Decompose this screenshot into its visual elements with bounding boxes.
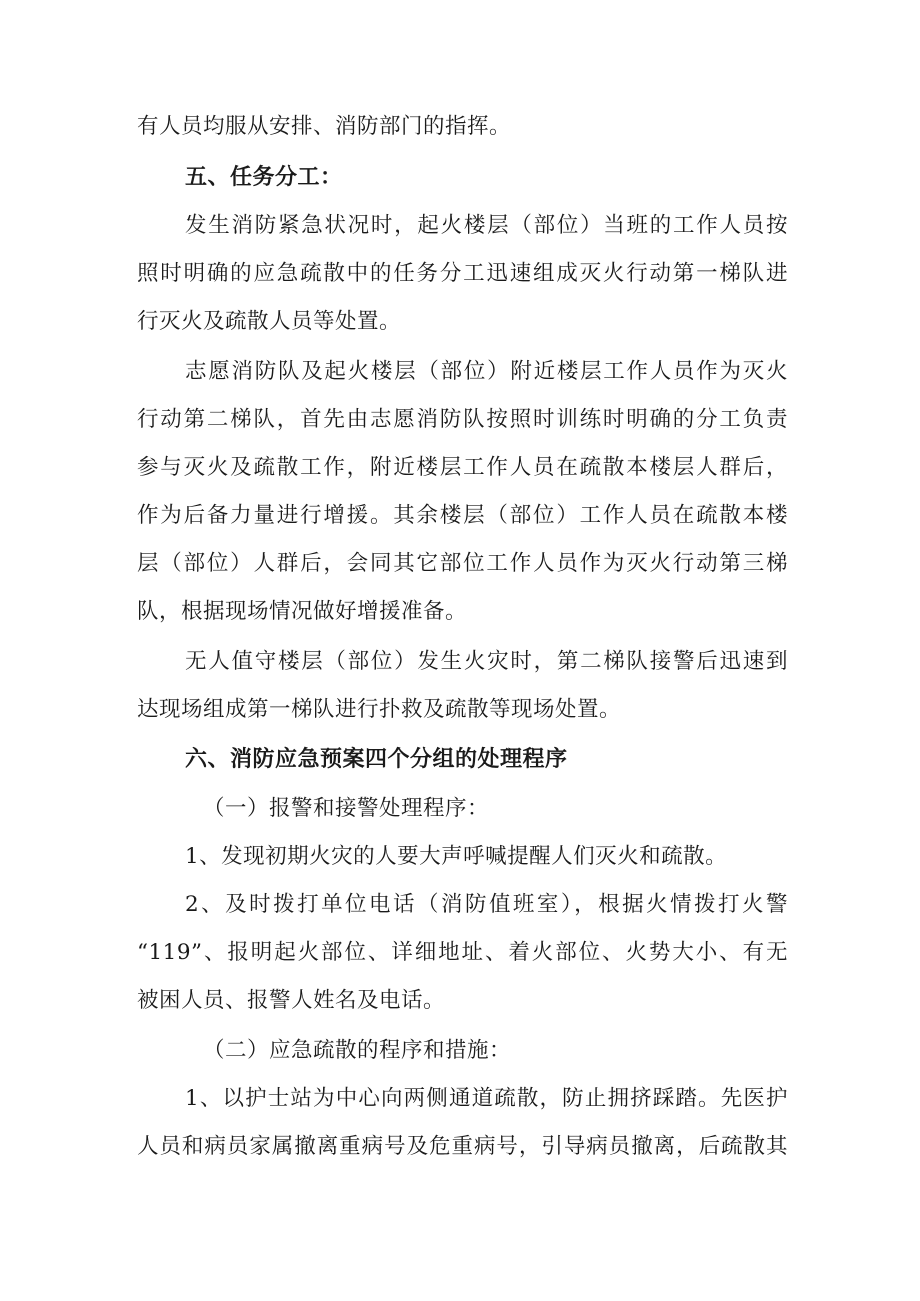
paragraph-line: 参与灭火及疏散工作，附近楼层工作人员在疏散本楼层人群后， <box>137 455 788 480</box>
paragraph-line: 照时明确的应急疏散中的任务分工迅速组成灭火行动第一梯队进 <box>137 261 788 286</box>
paragraph-line: 无人值守楼层（部位）发生火灾时，第二梯队接警后迅速到 <box>185 649 788 674</box>
section-heading-procedures: 六、消防应急预案四个分组的处理程序 <box>185 747 568 772</box>
list-item: 1、以护士站为中心向两侧通道疏散，防止拥挤踩踏。先医护 <box>185 1086 788 1111</box>
subheading-alarm-procedure: （一）报警和接警处理程序： <box>203 796 490 821</box>
paragraph-line: 行灭火及疏散人员等处置。 <box>137 309 402 334</box>
paragraph-line: 有人员均服从安排、消防部门的指挥。 <box>137 114 512 139</box>
subheading-evacuation-procedure: （二）应急疏散的程序和措施： <box>203 1038 512 1063</box>
paragraph-line: 被困人员、报警人姓名及电话。 <box>137 988 446 1013</box>
section-heading-task-division: 五、任务分工： <box>185 165 343 190</box>
paragraph-line: 人员和病员家属撤离重病号及危重病号，引导病员撤离，后疏散其 <box>137 1134 788 1159</box>
paragraph-line: “119”、报明起火部位、详细地址、着火部位、火势大小、有无 <box>137 940 788 965</box>
paragraph-line: 志愿消防队及起火楼层（部位）附近楼层工作人员作为灭火 <box>185 359 788 384</box>
paragraph-line: 发生消防紧急状况时，起火楼层（部位）当班的工作人员按 <box>185 213 788 238</box>
paragraph-line: 作为后备力量进行增援。其余楼层（部位）工作人员在疏散本楼 <box>137 503 788 528</box>
paragraph-line: 队，根据现场情况做好增援准备。 <box>137 599 468 624</box>
list-item: 1、发现初期火灾的人要大声呼喊提醒人们灭火和疏散。 <box>185 844 728 869</box>
paragraph-line: 行动第二梯队，首先由志愿消防队按照时训练时明确的分工负责 <box>137 407 788 432</box>
paragraph-line: 达现场组成第一梯队进行扑救及疏散等现场处置。 <box>137 697 622 722</box>
paragraph-line: 层（部位）人群后，会同其它部位工作人员作为灭火行动第三梯 <box>137 551 788 576</box>
list-item: 2、及时拨打单位电话（消防值班室），根据火情拨打火警 <box>185 892 788 917</box>
